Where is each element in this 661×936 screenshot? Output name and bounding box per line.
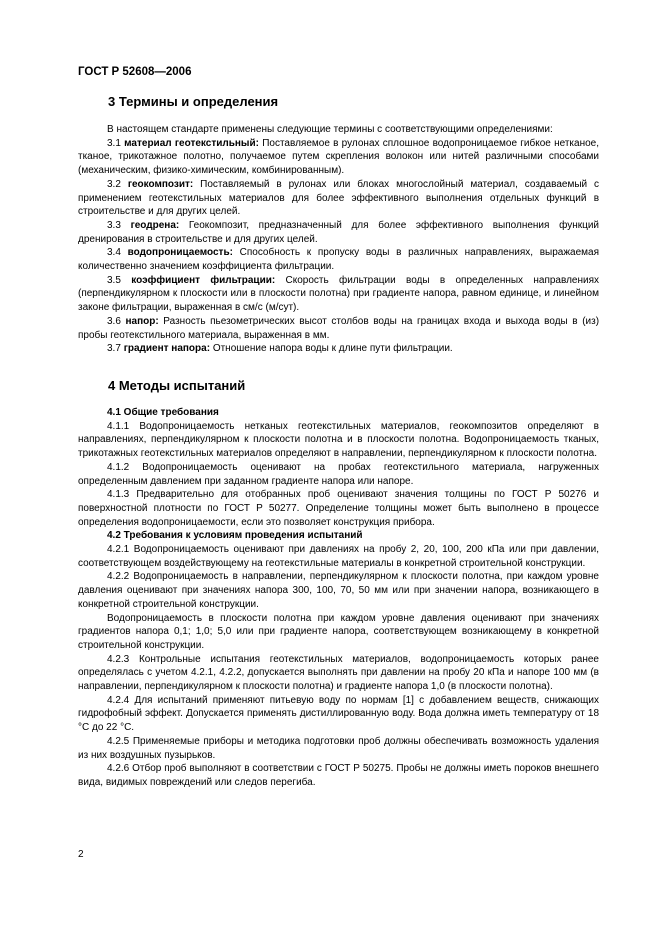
paragraph-4-1-3: 4.1.3 Предварительно для отобранных проб оценивают значения толщины по ГОСТ Р 50276 и поверхностной плотности по ГОСТ Р 50277. Определение толщины может быть выполнено в процессе определения водопроницаемости, если это позволяет конструкция прибора. [78, 489, 599, 528]
term-definition: Скорость фильтрации воды в определенных направлениях (перпендикулярном к плоскости или в плоскости полотна) при градиенте напора, равном единице, и линейном законе фильтрации, выраженная в см/с (м/сут). [78, 274, 599, 314]
term-definition: Отношение напора воды к длине пути фильтрации. [212, 343, 453, 355]
term-definition: Способность к пропуску воды в различных направлениях, выражаемая количественно значением коэффициента фильтрации. [78, 247, 599, 273]
term-number: 3.6 [107, 315, 121, 327]
term-name: напор: [125, 315, 159, 327]
term-3-4 [78, 246, 599, 273]
term-definition: Геокомпозит, предназначенный для более эффективного выполнения функций дренирования в строительстве и для других целей. [78, 219, 600, 245]
section-3-intro: В настоящем стандарте применены следующие термины с соответствующими определениями: [107, 124, 553, 135]
section-3-body [78, 123, 599, 356]
paragraph-4-1-1: 4.1.1 Водопроницаемость нетканых геотекстильных материалов, геокомпозитов определяют в направлениях, перпендикулярном к плоскости полотна и в плоскости полотна. Водопроницаемость тканых, трикотажных геотекстильных материалов определяют в направлении, перпендикулярном к плоскости полотна. [78, 420, 599, 460]
term-3-5 [78, 274, 599, 315]
term-number: 3.7 [107, 343, 121, 355]
paragraph-4-2-1: 4.2.1 Водопроницаемость оценивают при давлениях на пробу 2, 20, 100, 200 кПа или при давлении, соответствующем воздействующему на геотекстильные материалы в конкретной строительной конструкции. [78, 544, 599, 569]
term-definition: Поставляемое в рулонах сплошное водопроницаемое гибкое нетканое, тканое, трикотажное полотно, получаемое путем скрепления волокон или нитей различными способами (механическим, физико-химическим, комбинированным). [78, 137, 599, 177]
subsection-4-1-title: 4.1 Общие требования [107, 407, 219, 418]
section-4-title: 4 Методы испытаний [108, 378, 246, 393]
term-definition: Разность пьезометрических высот столбов воды на границах входа и выхода воды в (из) пробы геотекстильного материала, выраженная в мм. [78, 315, 600, 341]
term-number: 3.2 [107, 178, 121, 190]
section-3-title: 3 Термины и определения [108, 94, 279, 109]
paragraph-4-2-4: 4.2.4 Для испытаний применяют питьевую воду по нормам [1] с добавлением веществ, снижающих гидрофобный эффект. Допускается применять дистиллированную воду. Вода должна иметь температуру от 18 °С до 22 °С. [78, 694, 599, 734]
paragraph-4-2-6: 4.2.6 Отбор проб выполняют в соответствии с ГОСТ Р 50275. Пробы не должны иметь пороков внешнего вида, видимых повреждений или следов перегиба. [78, 763, 599, 788]
term-number: 3.4 [107, 247, 121, 259]
term-3-7 [78, 342, 599, 356]
paragraph-4-2-2: 4.2.2 Водопроницаемость в направлении, перпендикулярном к плоскости полотна, при каждом уровне давления оценивают при значениях напора 300, 100, 70, 50 мм или при значении напора, возникающего в конкретной строительной конструкции. [78, 571, 599, 610]
paragraph-4-2-2-continued: Водопроницаемость в плоскости полотна при каждом уровне давления оценивают при значениях градиентов напора 0,1; 1,0; 5,0 или при градиенте напора, соответствующем возникающему в конкретной строительной конструкции. [78, 612, 599, 651]
paragraph-4-1-2: 4.1.2 Водопроницаемость оценивают на пробах геотекстильного материала, нагруженных определенным давлением при заданном градиенте напора или напоре. [78, 461, 599, 487]
document-header: ГОСТ Р 52608—2006 [78, 66, 192, 78]
term-name: материал геотекстильный: [124, 137, 259, 149]
term-number: 3.5 [107, 274, 121, 286]
term-name: геокомпозит: [127, 178, 194, 190]
section-4-body [78, 406, 599, 790]
paragraph-4-2-3: 4.2.3 Контрольные испытания геотекстильных материалов, водопроницаемость которых ранее определялась с учетом 4.2.1, 4.2.2, допускается выполнять при давлении на пробу 20 кПа и напоре 100 мм (в направлении, перпендикулярном к плоскости полотна) и градиенте напора 1,0 (в плоскости полотна). [78, 653, 599, 693]
term-name: геодрена: [130, 219, 180, 231]
term-3-2 [78, 178, 599, 219]
term-3-6 [78, 315, 599, 342]
page-number: 2 [78, 849, 84, 860]
term-name: коэффициент фильтрации: [131, 274, 276, 286]
term-name: водопроницаемость: [127, 247, 233, 259]
subsection-4-2-title: 4.2 Требования к условиям проведения испытаний [107, 530, 363, 542]
paragraph-4-2-5: 4.2.5 Применяемые приборы и методика подготовки проб должны обеспечивать возможность удаления из них воздушных пузырьков. [78, 735, 599, 761]
term-3-1 [78, 137, 599, 178]
term-definition: Поставляемый в рулонах или блоках многослойный материал, создаваемый с применением геотекстильных материалов для более эффективного выполнения отдельных функций в строительстве и для других целей. [78, 178, 599, 218]
term-number: 3.3 [107, 219, 121, 231]
term-3-3 [78, 219, 599, 246]
term-number: 3.1 [107, 137, 121, 149]
term-name: градиент напора: [123, 343, 211, 355]
